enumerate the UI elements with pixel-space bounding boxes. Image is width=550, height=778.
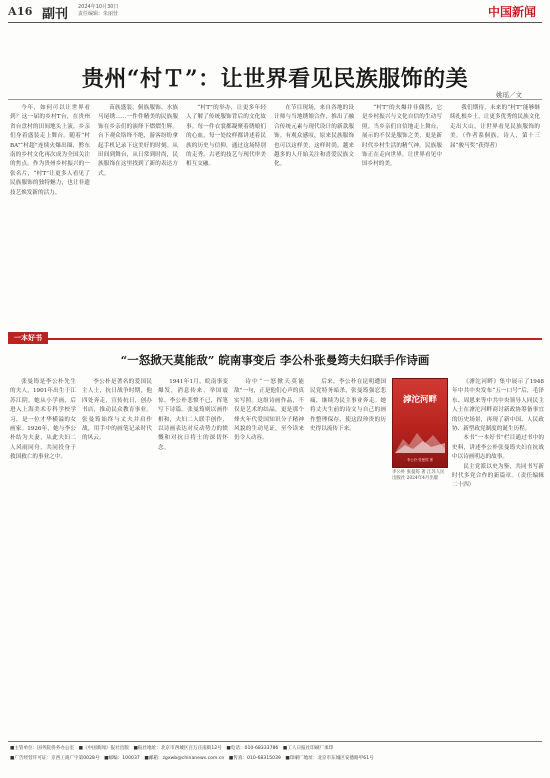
headline-divider xyxy=(8,99,542,100)
article-column xyxy=(450,104,540,330)
article-paragraph: “村T”的火爆并非偶然，它是乡村振兴与文化自信的生动写照。当乡亲们自信地走上舞台，展示的不仅是服饰之美，更是新时代乡村生活的精气神。民族服饰正在走向世界，让世界看见中国乡村的美。 xyxy=(362,105,442,168)
book-cover-image xyxy=(392,378,448,468)
book-paragraph: 《滹沱河畔》集中展示了1948年中共中央发布“五一口号”后，毛泽东、周恩来等中共中央领导人同民主人士在滹沱河畔商讨新政协筹备事宜的历史场景，再现了新中国、人民政协、新型政党制度的诞生历程。 xyxy=(452,379,544,433)
article-column xyxy=(10,104,90,330)
section-label: 一本好书 xyxy=(8,332,48,344)
feature-paragraph: 后来，李公朴在昆明遭国民党特务暗杀，张曼筠强忍悲痛，继续为民主事业奔走。她将丈夫生前的诗文与自己的画作整理保存，使这段珍贵的历史得以流传下来。 xyxy=(310,379,386,433)
article-column xyxy=(274,104,354,330)
feature-paragraph: 张曼筠是李公朴先生的夫人，1901年出生于江苏江阴。她从小学画，后进入上海美术专科学校学习，是一位才华横溢的女画家。1926年，她与李公朴结为夫妻，从此夫妇二人风雨同舟，共同投身于救国救亡的事业之中。 xyxy=(10,379,76,461)
feature-headline: “一怒掀天莫能敌” 皖南事变后 李公朴张曼筠夫妇联手作诗画 xyxy=(120,353,430,367)
article-paragraph: 在节目现场，来自各地的设计师与当地绣娘合作，推出了融合传统元素与现代设计的新款服饰。有观众感叹，原来民族服饰也可以这样美，这样时尚。越来越多的人开始关注和喜爱民族文化。 xyxy=(274,105,354,168)
article-paragraph: “村T”的举办，让更多年轻人了解了传统服饰背后的文化故事。每一件衣裳都凝聚着绣娘们的心血，每一处纹样都讲述着民族的历史与信仰。通过这场特别的走秀，古老的技艺与现代审美相互交融。 xyxy=(186,105,266,168)
mountain-illustration xyxy=(395,425,445,453)
feature-column xyxy=(158,378,228,734)
masthead-divider xyxy=(8,22,542,23)
footer-line: ■广告经营许可证：京西工商广字第0028号 ■邮编：100037 ■邮箱：zgxwb@chinanews.com.cn ■传真：010-68315039 ■印刷厂地址：北京市东城区安德路甲61号 xyxy=(10,756,374,761)
newspaper-logo: 中国新闻 xyxy=(487,5,536,19)
article-author: 姚瑶／文 xyxy=(496,91,522,99)
article-paragraph: 苗族盛装、侗族服饰、水族马尾绣……一件件精美的民族服饰在乡亲们的演绎下熠熠生辉。台下观众络绎不绝，游客纷纷拿起手机记录下这美好的时刻。从田间到舞台，从日常到时尚，民族服饰在这里找到了新的表达方式。 xyxy=(98,105,178,177)
issue-date: 2024年10月30日 xyxy=(78,4,119,10)
article-column xyxy=(362,104,442,330)
book-description xyxy=(452,378,544,491)
article-paragraph: 今年，如何可以让世界看到？这一届的乡村T台，在贵州省台盘村的田间地头上演，乡亲们身着盛装走上舞台。随着“村BA”“村超”连续火爆出圈，黔东南的乡村文化再次成为全国关注的焦点。作为贵州乡村振兴的一张名片，“村T”让更多人看见了民族服饰的独特魅力，也让非遗技艺焕发新的活力。 xyxy=(10,105,90,196)
feature-column xyxy=(10,378,76,734)
footer-divider xyxy=(8,741,542,742)
page-number: A16 xyxy=(8,5,33,18)
article-headline: 贵州“村Ｔ”：让世界看见民族服饰的美 xyxy=(81,66,469,92)
section-divider xyxy=(8,338,542,340)
book-paragraph: 本书“一本好书”栏目通过书中的史料，讲述李公朴张曼筠夫妇在抗战中以诗画明志的故事。 xyxy=(452,435,544,461)
feature-column xyxy=(234,378,304,734)
feature-paragraph: 1941年1月，皖南事变爆发，消息传来，举国震惊。李公朴悲愤不已，挥笔写下诗篇。张曼筠则以画作相和，夫妇二人联手创作，以诗画表达对反动势力的愤慨和对抗日将士的深切怀念。 xyxy=(158,379,228,451)
article-paragraph: 我们期待，未来的“村T”能够继续扎根乡土，让更多优秀的民族文化走出大山，让世界看见民族服饰的美。（作者系侗族，诗人，第十三届“骏马奖”获得者） xyxy=(450,105,540,149)
article-column xyxy=(186,104,266,330)
feature-paragraph: 李公朴是著名的爱国民主人士，抗日战争时期，他四处奔走，宣传抗日，创办书店，推动民众教育事业。张曼筠始终与丈夫并肩作战，用手中的画笔记录时代的风云。 xyxy=(82,379,152,442)
book-caption: 李公朴 张曼筠 著 江苏人民出版社 2024年4月出版 xyxy=(392,470,445,481)
feature-paragraph: 诗中“一怒掀天莫能敌”一句，正是他们心声的真实写照。这组诗画作品，不仅是艺术的结晶，更是那个烽火年代爱国知识分子精神风貌的生动见证，至今读来仍令人动容。 xyxy=(234,379,304,442)
footer-line: ■主管单位：国务院侨务办公室 ■《中国新闻》报社出版 ■报社地址：北京市西城区百万庄南街12号 ■电话：010-68333786 ■工人日报社印刷厂承印 xyxy=(10,746,334,751)
feature-column xyxy=(82,378,152,734)
book-box xyxy=(392,378,544,636)
feature-column xyxy=(310,378,386,734)
editor-credit: 责任编辑：朱丽营 xyxy=(78,10,119,17)
book-paragraph: 民主党派以史为鉴，共同书写新时代多党合作的新篇章。（责任编辑二十四） xyxy=(452,463,544,489)
section-title: 副刊 xyxy=(42,7,69,22)
book-cover-authors: 李公朴 张曼筠 著 xyxy=(407,458,433,462)
article-column xyxy=(98,104,178,330)
dateline xyxy=(78,4,118,17)
book-cover-title: 滹沱河畔 xyxy=(402,395,437,405)
